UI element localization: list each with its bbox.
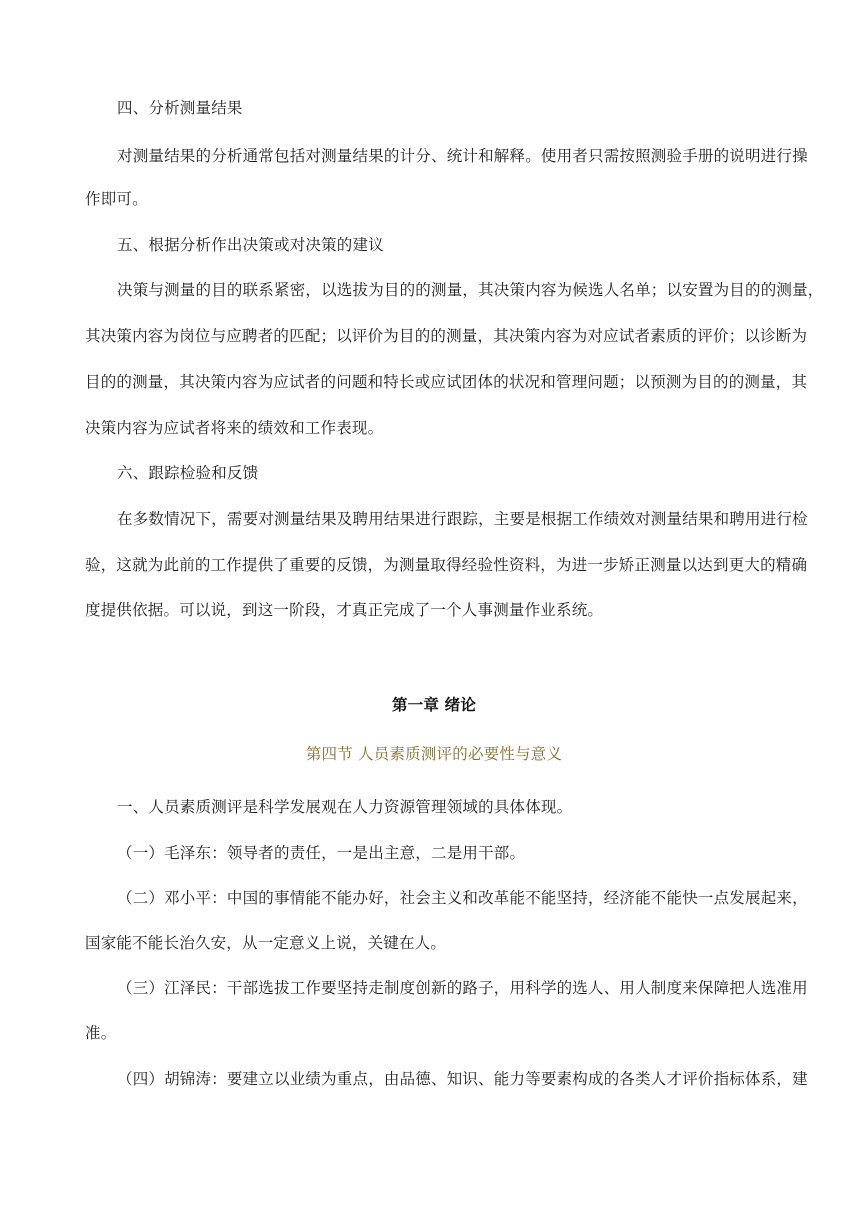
paragraph-line: 在多数情况下，需要对测量结果及聘用结果进行跟踪，主要是根据工作绩效对测量结果和聘用进行检: [117, 510, 808, 528]
section-title: 第四节 人员素质测评的必要性与意义: [305, 745, 563, 763]
list-item: （三）江泽民：干部选拔工作要坚持走制度创新的路子，用科学的选人、用人制度来保障把人选准用: [117, 979, 808, 997]
list-item: （二）邓小平：中国的事情能不能办好，社会主义和改革能不能坚持，经济能不能快一点发展起来，: [117, 889, 808, 907]
heading-point-one: 一、人员素质测评是科学发展观在人力资源管理领域的具体体现。: [117, 798, 573, 816]
list-item: （一）毛泽东：领导者的责任，一是出主意，二是用干部。: [117, 844, 526, 862]
paragraph-line: 决策内容为应试者将来的绩效和工作表现。: [85, 419, 384, 437]
paragraph-line: 准。: [85, 1024, 117, 1042]
paragraph-line: 国家能不能长治久安，从一定意义上说，关键在人。: [85, 934, 447, 952]
heading-analyze-results: 四、分析测量结果: [117, 99, 243, 117]
paragraph-line: 对测量结果的分析通常包括对测量结果的计分、统计和解释。使用者只需按照测验手册的说明进行操: [117, 147, 808, 165]
paragraph-line: 决策与测量的目的联系紧密，以选拔为目的的测量，其决策内容为候选人名单；以安置为目的的测量，: [117, 281, 824, 299]
heading-tracking-feedback: 六、跟踪检验和反馈: [117, 464, 259, 482]
list-item: （四）胡锦涛：要建立以业绩为重点，由品德、知识、能力等要素构成的各类人才评价指标体系，建: [117, 1070, 808, 1088]
paragraph-line: 目的的测量，其决策内容为应试者的问题和特长或应试团体的状况和管理问题；以预测为目的的测量，其: [85, 373, 808, 391]
chapter-title: 第一章 绪论: [391, 696, 477, 714]
paragraph-line: 其决策内容为岗位与应聘者的匹配；以评价为目的的测量，其决策内容为对应试者素质的评价；以诊断为: [85, 327, 808, 345]
heading-decision-suggestion: 五、根据分析作出决策或对决策的建议: [117, 236, 384, 254]
paragraph-line: 验，这就为此前的工作提供了重要的反馈，为测量取得经验性资料，为进一步矫正测量以达到更大的精确: [85, 556, 808, 574]
paragraph-line: 度提供依据。可以说，到这一阶段，才真正完成了一个人事测量作业系统。: [85, 601, 604, 619]
paragraph-line: 作即可。: [85, 190, 148, 208]
